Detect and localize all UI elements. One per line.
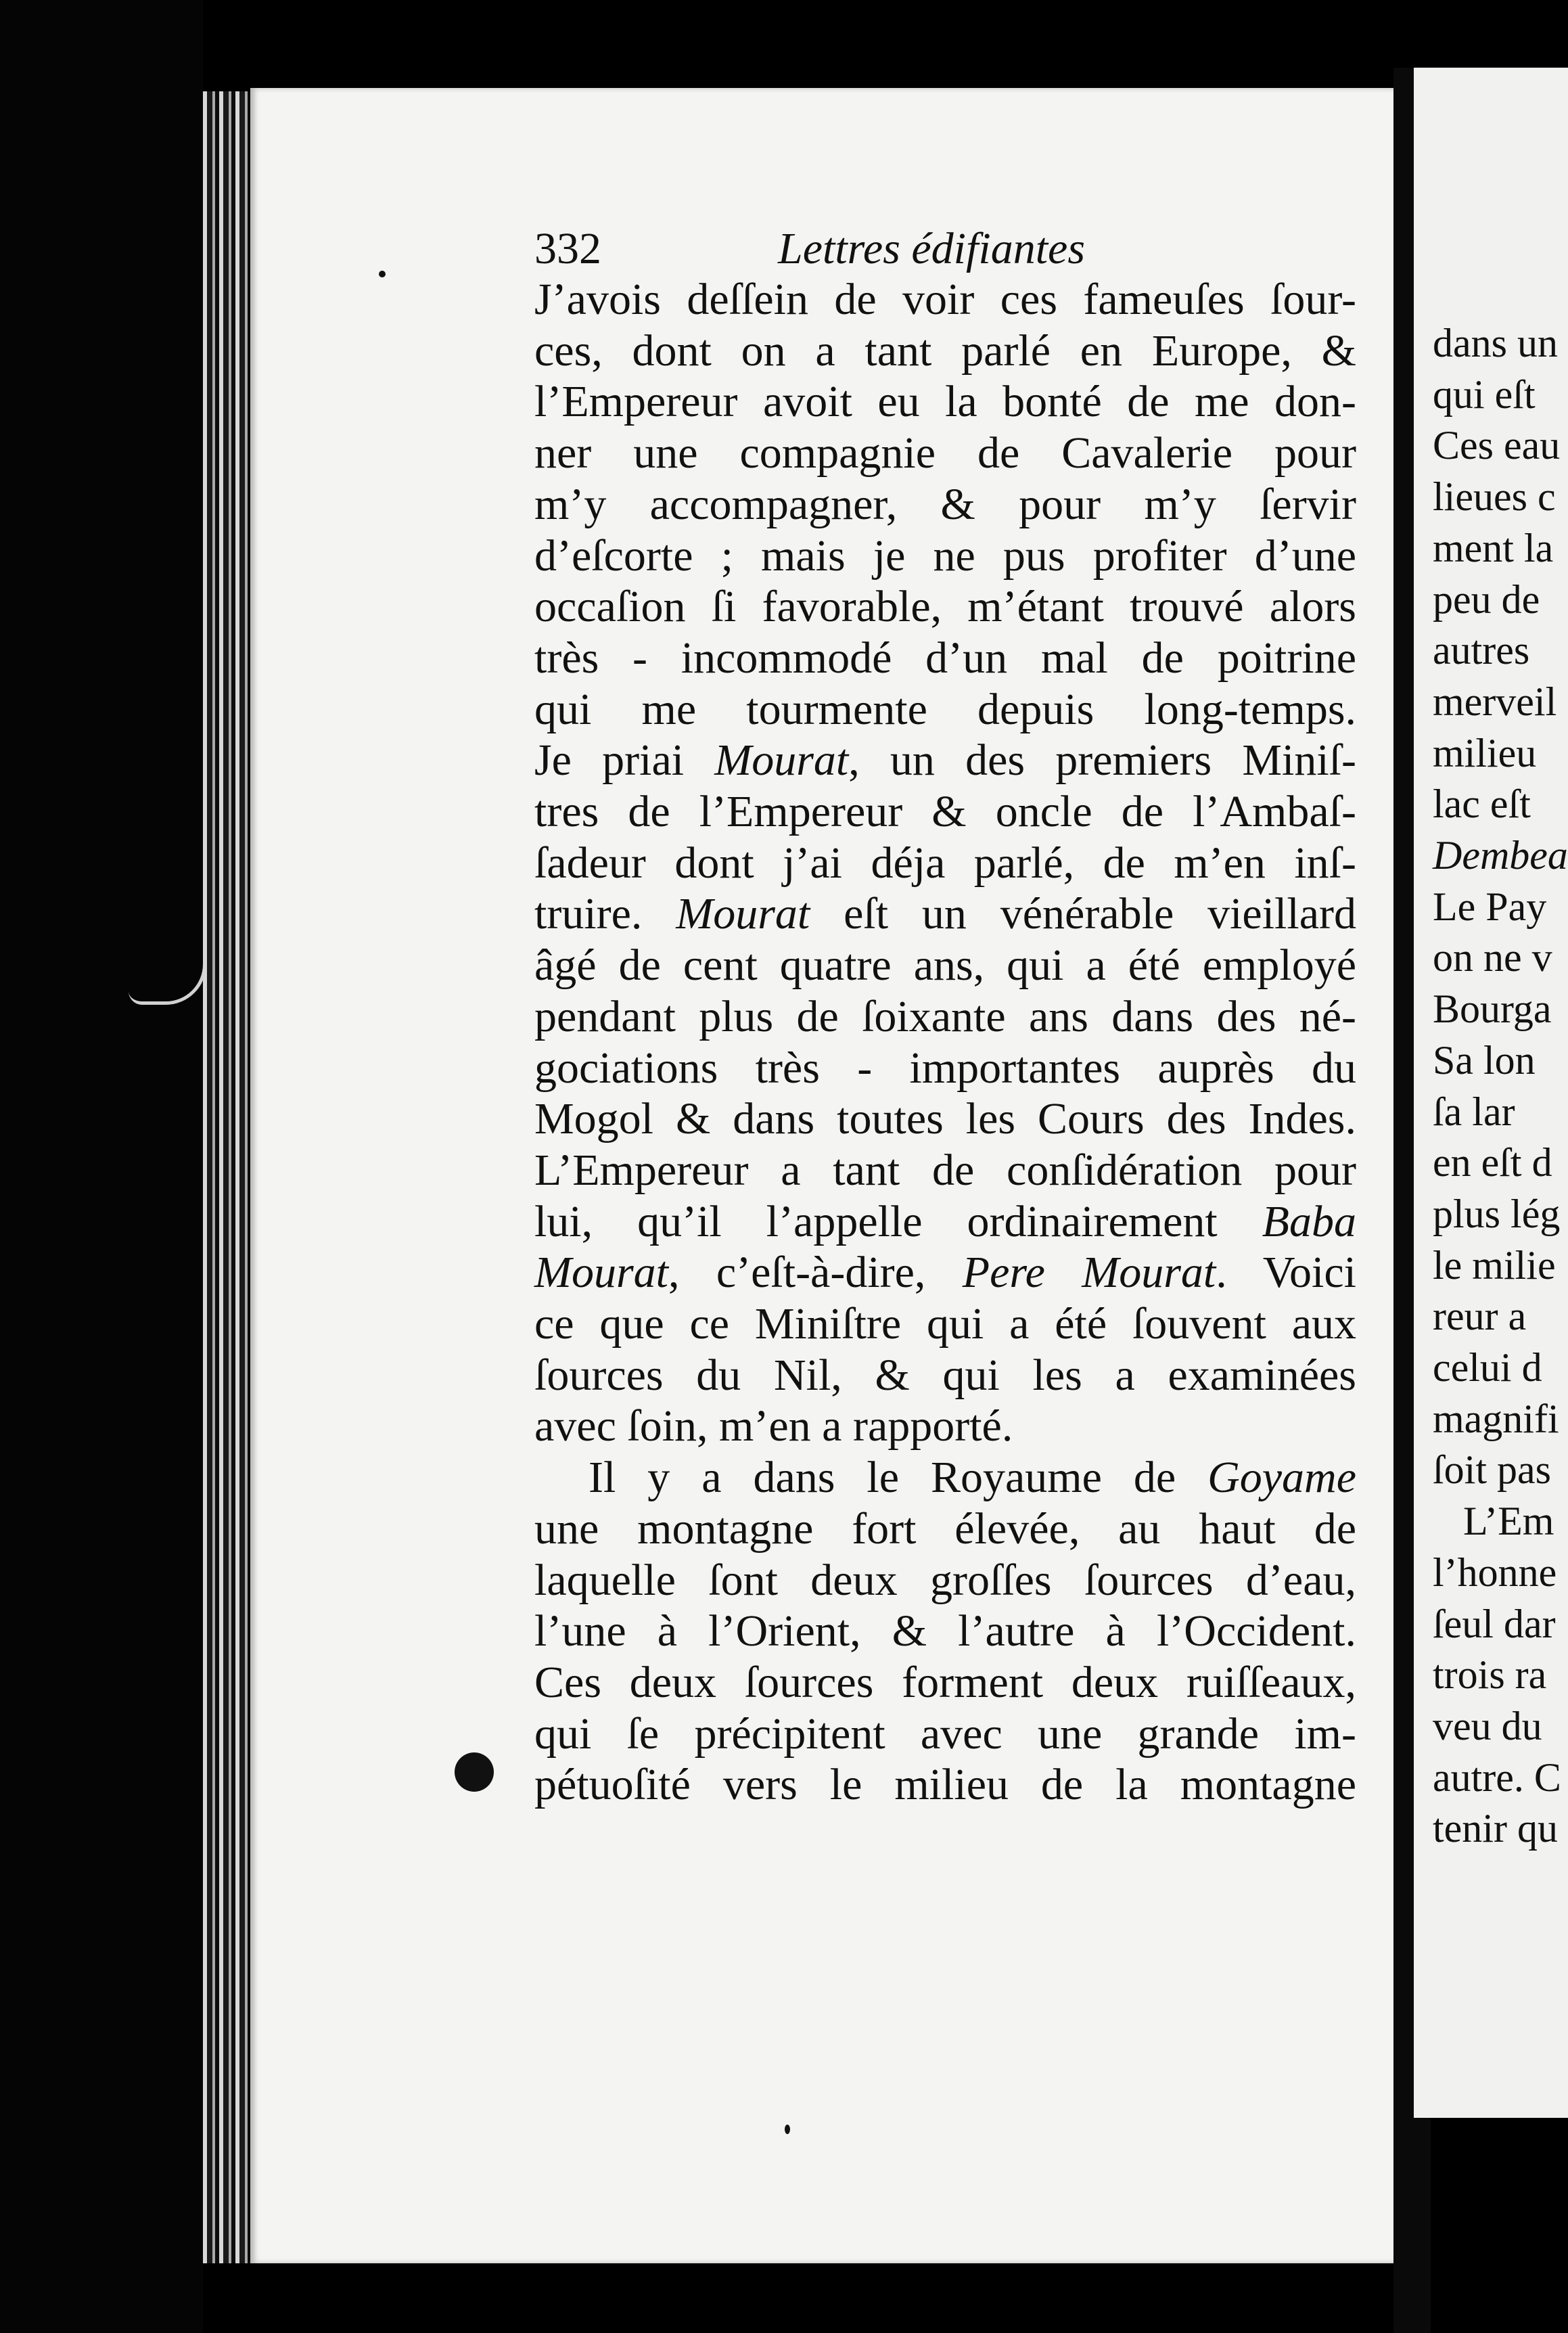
page-number: 332 — [534, 224, 601, 273]
text-line: laquelle ſont deux groſſes ſources d’eau, — [534, 1555, 1356, 1605]
text-line: tres de l’Empereur & oncle de l’Ambaſ- — [534, 787, 1356, 837]
text-line: ſadeur dont j’ai déja parlé, de m’en inſ- — [534, 838, 1356, 888]
text-line: m’y accompagner, & pour m’y ſervir — [534, 479, 1356, 529]
text-line: lac eſt — [1433, 782, 1531, 827]
right-page-text — [1433, 318, 1568, 1855]
text-line: plus lég — [1433, 1191, 1561, 1236]
text-line: ſeul dar — [1433, 1601, 1556, 1646]
text-line: pétuoſité vers le milieu de la montagne — [534, 1760, 1356, 1810]
text-line: l’Empereur avoit eu la bonté de me don- — [534, 377, 1356, 427]
left-page-text — [534, 274, 1356, 1811]
text-line: qui ſe précipitent avec une grande im- — [534, 1708, 1356, 1759]
text-line: pendant plus de ſoixante ans dans des né- — [534, 991, 1356, 1041]
dust-speck — [785, 2125, 790, 2134]
text-line: qui eſt — [1433, 371, 1536, 417]
text-line: magnifi — [1433, 1396, 1559, 1441]
text-line: l’honne — [1433, 1549, 1557, 1595]
text-line: Il y a dans le Royaume de Goyame — [589, 1453, 1356, 1503]
ink-blot — [455, 1752, 494, 1792]
binding-thread — [129, 819, 206, 1005]
text-line: Mogol & dans toutes les Cours des Indes. — [534, 1094, 1356, 1144]
text-line: lieues c — [1433, 474, 1556, 520]
text-line: très - incommodé d’un mal de poitrine — [534, 633, 1356, 683]
text-line: truire. Mourat eſt un vénérable vieillard — [534, 889, 1356, 939]
text-line: ce que ce Miniſtre qui a été ſouvent aux — [534, 1299, 1356, 1349]
text-line: Le Pay — [1433, 884, 1547, 929]
text-line: une montagne fort élevée, au haut de — [534, 1503, 1356, 1554]
text-line: avec ſoin, m’en a rapporté. — [534, 1401, 1013, 1451]
text-line: autre. C — [1433, 1754, 1561, 1800]
text-line: Dembea — [1433, 833, 1568, 878]
text-line: J’avois deſſein de voir ces fameuſes ſour- — [534, 275, 1356, 324]
text-line: L’Em — [1463, 1499, 1554, 1544]
text-line: merveil — [1433, 679, 1557, 724]
text-line: Bourga — [1433, 987, 1552, 1032]
text-line: Je priai Mourat, un des premiers Miniſ- — [534, 735, 1356, 786]
text-line: ſa lar — [1433, 1089, 1515, 1134]
text-line: Ces eau — [1433, 423, 1561, 468]
text-line: occaſion ſi favorable, m’étant trouvé alors — [534, 582, 1356, 632]
text-line: on ne v — [1433, 935, 1552, 980]
text-line: lui, qu’il l’appelle ordinairement Baba — [534, 1196, 1356, 1246]
text-line: dans un — [1433, 321, 1558, 365]
text-line: veu du — [1433, 1703, 1542, 1748]
text-line: en eſt d — [1433, 1140, 1552, 1185]
text-line: Mourat, c’eſt-à-dire, Pere Mourat. Voici — [534, 1248, 1356, 1298]
text-line: ces, dont on a tant parlé en Europe, & — [534, 325, 1356, 376]
text-line: milieu — [1433, 730, 1537, 775]
page-edges — [203, 91, 250, 2263]
text-line: Sa lon — [1433, 1037, 1536, 1083]
text-line: le milie — [1433, 1242, 1556, 1288]
dust-speck — [379, 271, 386, 277]
text-line: l’une à l’Orient, & l’autre à l’Occident. — [534, 1606, 1356, 1656]
text-line: ner une compagnie de Cavalerie pour — [534, 428, 1356, 478]
text-line: celui d — [1433, 1345, 1542, 1390]
text-line: trois ra — [1433, 1652, 1547, 1698]
text-line: peu de — [1433, 576, 1540, 622]
text-line: Ces deux ſources forment deux ruiſſeaux, — [534, 1657, 1356, 1707]
running-title: Lettres édifiantes — [778, 224, 1086, 273]
text-line: gociations très - importantes auprès du — [534, 1043, 1356, 1093]
text-line: ſoit pas — [1433, 1447, 1551, 1493]
text-line: qui me tourmente depuis long-temps. — [534, 684, 1356, 734]
text-line: autres — [1433, 628, 1530, 673]
text-line: âgé de cent quatre ans, qui a été employé — [534, 941, 1356, 991]
text-line: reur a — [1433, 1294, 1527, 1339]
text-line: ment la — [1433, 525, 1554, 570]
text-line: tenir qu — [1433, 1806, 1558, 1851]
scan-background — [0, 0, 203, 2333]
text-line: L’Empereur a tant de conſidération pour — [534, 1145, 1356, 1195]
text-line: ſources du Nil, & qui les a examinées — [534, 1350, 1356, 1400]
text-line: d’eſcorte ; mais je ne pus profiter d’une — [534, 530, 1356, 581]
